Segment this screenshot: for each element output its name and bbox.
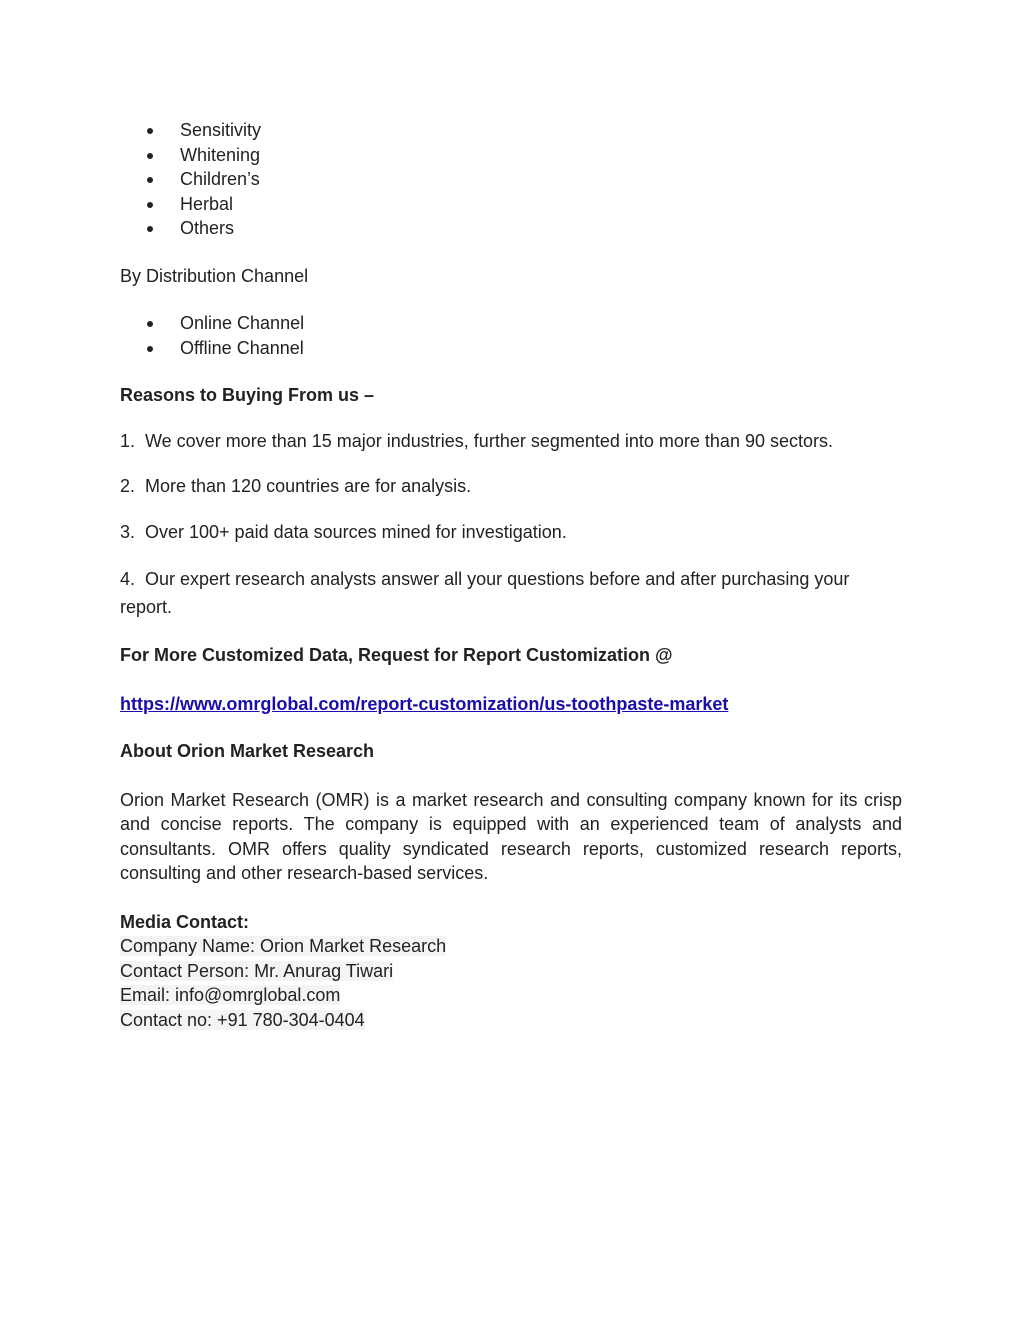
distribution-channel-list	[120, 311, 902, 360]
reason-item	[120, 474, 902, 499]
contact-phone	[120, 1008, 902, 1033]
reasons-heading: Reasons to Buying From us –	[120, 385, 375, 405]
reason-number: 4.	[120, 569, 136, 589]
bullet-icon	[147, 153, 153, 159]
bullet-icon	[147, 346, 153, 352]
contact-phone-text: Contact no: +91 780-304-0404	[120, 1009, 365, 1030]
contact-email	[120, 983, 902, 1008]
bullet-icon	[147, 226, 153, 232]
list-item-label: Offline Channel	[180, 337, 304, 358]
list-item	[120, 192, 902, 217]
reason-text: More than 120 countries are for analysis.	[145, 476, 472, 496]
list-item-label: Whitening	[180, 144, 261, 165]
reason-item	[120, 520, 902, 545]
product-type-list	[120, 118, 902, 241]
list-item	[120, 118, 902, 143]
list-item-label: Others	[180, 218, 235, 238]
contact-email-text: Email: info@omrglobal.com	[120, 985, 341, 1005]
list-item	[120, 167, 902, 192]
reason-number: 2.	[120, 476, 136, 496]
contact-company-text: Company Name: Orion Market Research	[120, 936, 447, 956]
bullet-icon	[147, 128, 153, 134]
reason-text: Over 100+ paid data sources mined for investigation.	[145, 521, 567, 542]
reason-item	[120, 565, 902, 621]
reason-item	[120, 429, 902, 454]
reason-number: 3.	[120, 521, 136, 542]
list-item-label: Sensitivity	[180, 120, 262, 140]
list-item	[120, 143, 902, 168]
customization-heading: For More Customized Data, Request for Report Customization @	[120, 645, 673, 665]
list-item-label: Children’s	[180, 169, 260, 189]
reason-number: 1.	[120, 430, 136, 451]
bullet-icon	[147, 202, 153, 208]
list-item	[120, 336, 902, 361]
media-contact-heading: Media Contact:	[120, 911, 250, 932]
contact-company	[120, 934, 902, 959]
contact-person-text: Contact Person: Mr. Anurag Tiwari	[120, 960, 394, 981]
list-item	[120, 216, 902, 241]
reason-text: Our expert research analysts answer all your questions before and after purchasing your report.	[120, 569, 850, 617]
bullet-icon	[147, 177, 153, 183]
distribution-heading: By Distribution Channel	[120, 265, 309, 286]
document-page	[120, 118, 902, 1032]
customization-link[interactable]: https://www.omrglobal.com/report-customization/us-toothpaste-market	[120, 693, 729, 714]
reason-text: We cover more than 15 major industries, further segmented into more than 90 sectors.	[145, 430, 833, 451]
list-item-label: Herbal	[180, 193, 234, 214]
contact-person	[120, 959, 902, 984]
about-heading: About Orion Market Research	[120, 741, 375, 761]
about-paragraph: Orion Market Research (OMR) is a market research and consulting company known for its crisp and concise reports. The company is equipped with an experienced team of analysts and consultants. OMR offers quality syndicated research reports, customized research reports, consulting and other research-based services.	[120, 789, 902, 883]
bullet-icon	[147, 321, 153, 327]
list-item	[120, 311, 902, 336]
list-item-label: Online Channel	[180, 313, 305, 333]
